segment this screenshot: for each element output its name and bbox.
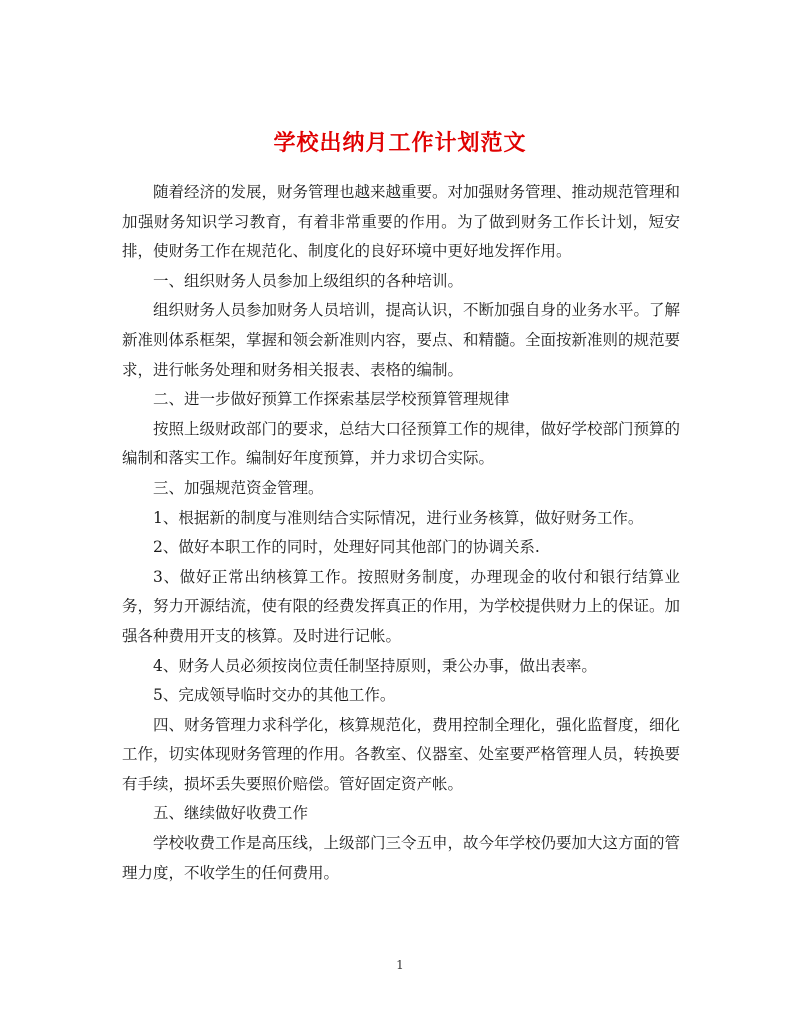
section-5-paragraph: 学校收费工作是高压线，上级部门三令五申，故今年学校仍要加大这方面的管理力度，不收学生的任何费用。 [122,834,681,882]
list-item: 2、做好本职工作的同时，处理好同其他部门的协调关系. [153,538,540,557]
section-2-paragraph: 按照上级财政部门的要求，总结大口径预算工作的规律，做好学校部门预算的编制和落实工作。编制好年度预算，并力求切合实际。 [122,419,681,468]
section-1-paragraph: 组织财务人员参加财务人员培训，提高认识，不断加强自身的业务水平。了解新准则体系框架，掌握和领会新准则内容，要点、和精髓。全面按新准则的规范要求，进行帐务处理和财务相关报表、表格的编制。 [122,301,681,379]
page-number: 1 [396,958,404,972]
list-item: 3、做好正常出纳核算工作。按照财务制度，办理现金的收付和银行结算业务，努力开源结流，使有限的经费发挥真正的作用，为学校提供财力上的保证。加强各种费用开支的核算。及时进行记帐。 [122,567,681,645]
intro-paragraph: 随着经济的发展，财务管理也越来越重要。对加强财务管理、推动规范管理和加强财务知识学习教育，有着非常重要的作用。为了做到财务工作长计划，短安排，使财务工作在规范化、制度化的良好环境中更好地发挥作用。 [122,183,681,261]
section-heading-3: 三、加强规范资金管理。 [153,478,324,497]
section-4-paragraph: 四、财务管理力求科学化，核算规范化，费用控制全理化，强化监督度，细化工作，切实体现财务管理的作用。各教室、仪器室、处室要严格管理人员，转换要有手续，损坏丢失要照价赔偿。管好固定资产帐。 [122,715,681,793]
list-item: 1、根据新的制度与准则结合实际情况，进行业务核算，做好财务工作。 [153,508,644,527]
list-item: 5、完成领导临时交办的其他工作。 [153,686,396,705]
section-heading-5: 五、继续做好收费工作 [153,804,309,823]
list-item: 4、财务人员必须按岗位责任制坚持原则，秉公办事，做出表率。 [153,656,597,675]
document-title: 学校出纳月工作计划范文 [273,129,527,156]
section-heading-2: 二、进一步做好预算工作探索基层学校预算管理规律 [153,390,510,409]
section-heading-1: 一、组织财务人员参加上级组织的各种培训。 [153,271,464,290]
document-body [122,178,680,888]
